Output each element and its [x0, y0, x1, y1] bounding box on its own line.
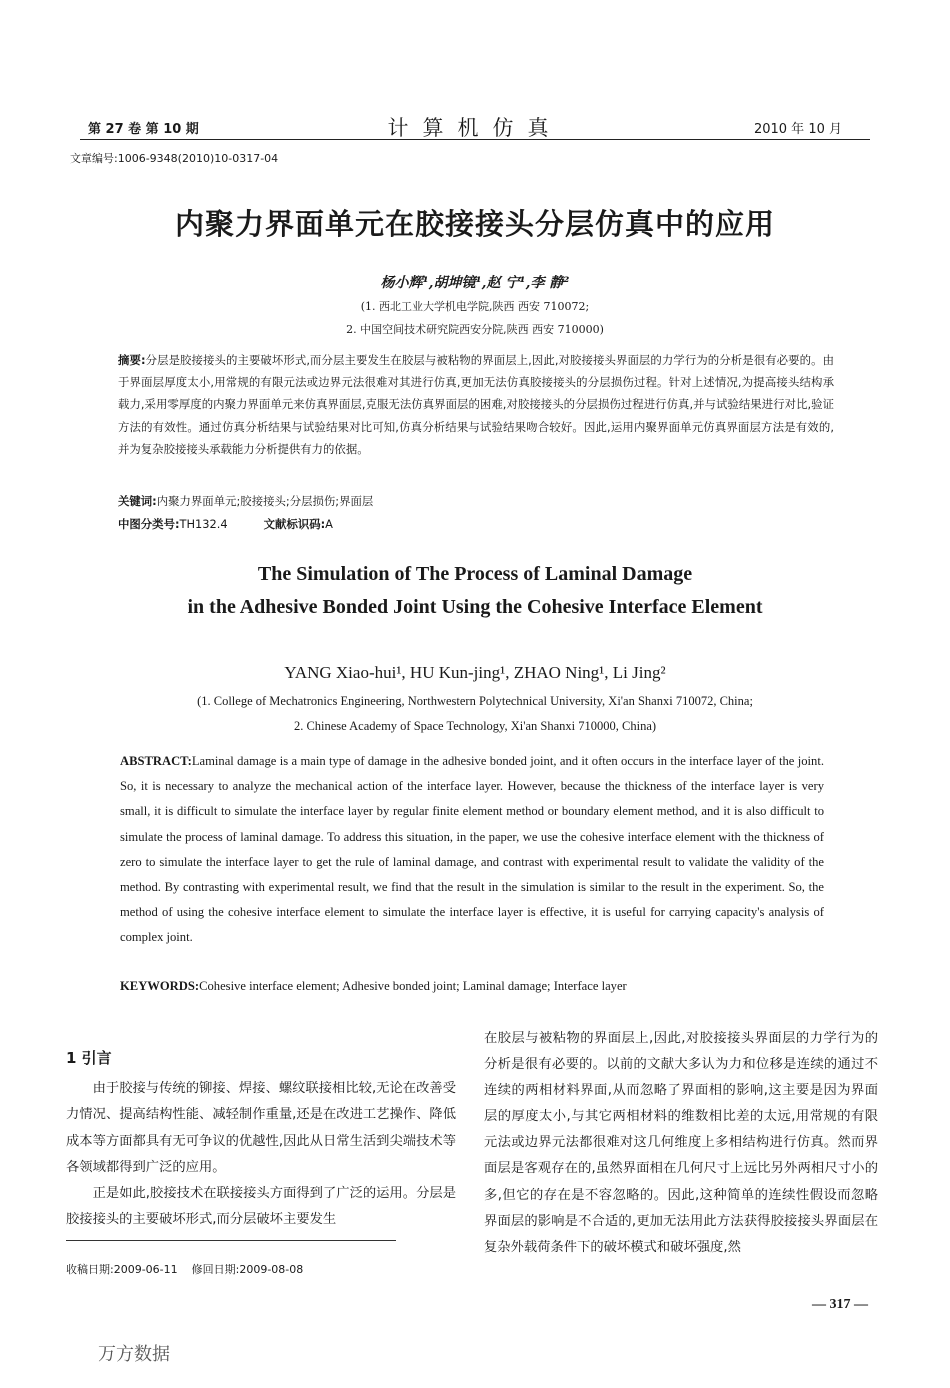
- footnote-dates: [66, 1261, 303, 1277]
- english-affiliation-2: 2. Chinese Academy of Space Technology, Xi'an Shanxi 710000, China): [293, 719, 657, 733]
- watermark: 万方数据: [98, 1344, 170, 1365]
- header-rule: [80, 139, 870, 140]
- volume-issue: 第 27 卷 第 10 期: [88, 122, 199, 137]
- revised-date: 修回日期:2009-08-08: [191, 1263, 304, 1276]
- body-paragraph-1: 由于胶接与传统的铆接、焊接、螺纹联接相比较,无论在改善受力情况、提高结构性能、减轻制作重量,还是在改进工艺操作、降低成本等方面都具有无可争议的优越性,因此从日常生活到尖端技术等各领域都得到广泛的应用。: [66, 1081, 456, 1175]
- doc-code-value: A: [325, 517, 333, 531]
- clc-value: TH132.4: [179, 517, 228, 531]
- received-date: 收稿日期:2009-06-11: [66, 1263, 178, 1276]
- chinese-keywords-text: 内聚力界面单元;胶接接头;分层损伤;界面层: [156, 494, 374, 508]
- body-paragraph-2: 正是如此,胶接技术在联接接头方面得到了广泛的运用。分层是胶接接头的主要破坏形式,而分层破坏主要发生: [66, 1186, 456, 1228]
- chinese-affiliation-1: (1. 西北工业大学机电学院,陕西 西安 710072;: [360, 300, 590, 313]
- english-abstract-label: ABSTRACT:: [120, 754, 192, 768]
- issue-date: 2010 年 10 月: [753, 122, 842, 137]
- chinese-abstract-label: 摘要:: [118, 353, 146, 367]
- english-title-line-2: in the Adhesive Bonded Joint Using the Cohesive Interface Element: [187, 596, 763, 618]
- left-column: [66, 1076, 456, 1234]
- chinese-keywords-label: 关键词:: [118, 494, 157, 508]
- chinese-authors: 杨小辉¹,胡坤镜¹,赵 宁¹,李 静²: [380, 275, 570, 291]
- section-title: 1 引言: [66, 1049, 112, 1067]
- english-abstract: [120, 749, 824, 951]
- chinese-keywords: [118, 493, 373, 509]
- footnote-rule: [66, 1240, 396, 1241]
- journal-name: 计算机仿真: [387, 116, 563, 140]
- right-column: 在胶层与被粘物的界面层上,因此,对胶接接头界面层的力学行为的分析是很有必要的。以前的文献大多认为力和位移是连续的通过不连续的两相材料界面,从而忽略了界面相的影响,这主要是因为界面层的厚度太小,与其它两相材料的维数相比差的太远,用常规的有限元法或边界元法都很难对这几何维度上多相结构进行仿真。然而界面层是客观存在的,虽然界面相在几何尺寸上远比另外两相尺寸小的多,但它的存在是不容忽略的。因此,这种简单的连续性假设而忽略界面层的影响是不合适的,更加无法用此方法获得胶接接头界面层在复杂外载荷条件下的破坏模式和破坏强度,然: [484, 1031, 878, 1255]
- english-title-line-1: The Simulation of The Process of Laminal Damage: [257, 563, 693, 585]
- doc-code-label: 文献标识码:: [263, 517, 326, 531]
- english-abstract-text: Laminal damage is a main type of damage in the adhesive bonded joint, and it often occurs in the interface layer of the joint. So, it is necessary to analyze the mechanical action of the interface layer. However, because the thickness of the interface layer is very small, it is difficult to simulate the interface layer by regular finite element method or boundary element method, and it is also difficult to simulate the process of laminal damage. To address this situation, in the paper, we use the cohesive interface element with the thickness of zero to simulate the interface layer to get the rule of laminal damage, and contrast with experimental result to validate the validity of the method. By contrasting with experimental result, we find that the result in the simulation is similar to the result in the experiment. So, the method of using the cohesive interface element to simulate the interface layer is effective, it is useful for carrying capacity's analysis of complex joint.: [120, 754, 824, 945]
- english-keywords-text: Cohesive interface element; Adhesive bonded joint; Laminal damage; Interface layer: [199, 979, 627, 993]
- clc-label: 中图分类号:: [118, 517, 180, 531]
- english-keywords: [120, 979, 627, 994]
- chinese-abstract-text: 分层是胶接接头的主要破坏形式,而分层主要发生在胶层与被粘物的界面层上,因此,对胶接接头界面层的力学行为的分析是很有必要的。由于界面层厚度太小,用常规的有限元法或边界元法很难对其进行仿真,更加无法仿真胶接接头的分层损伤过程。针对上述情况,为提高接头结构承载力,采用零厚度的内聚力界面单元来仿真界面层,克服无法仿真界面层的困难,对胶接接头的分层损伤过程进行仿真,并与试验结果进行对比,验证方法的有效性。通过仿真分析结果与试验结果对比可知,仿真分析结果与试验结果吻合较好。因此,运用内聚界面单元仿真界面层方法是有效的,并为复杂胶接接头承载能力分析提供有力的依据。: [118, 353, 834, 456]
- chinese-title: 内聚力界面单元在胶接接头分层仿真中的应用: [174, 207, 775, 241]
- page-number: — 317 —: [812, 1297, 868, 1312]
- classification: [118, 516, 333, 532]
- english-authors: YANG Xiao-hui¹, HU Kun-jing¹, ZHAO Ning¹, Li Jing²: [284, 663, 666, 682]
- english-keywords-label: KEYWORDS:: [120, 979, 200, 993]
- english-affiliation-1: (1. College of Mechatronics Engineering, Northwestern Polytechnical University, Xi'an Shanxi 710072, China;: [197, 694, 753, 708]
- article-number: 文章编号:1006-9348(2010)10-0317-04: [70, 152, 279, 165]
- chinese-abstract: [118, 349, 834, 460]
- chinese-affiliation-2: 2. 中国空间技术研究院西安分院,陕西 西安 710000): [346, 323, 604, 336]
